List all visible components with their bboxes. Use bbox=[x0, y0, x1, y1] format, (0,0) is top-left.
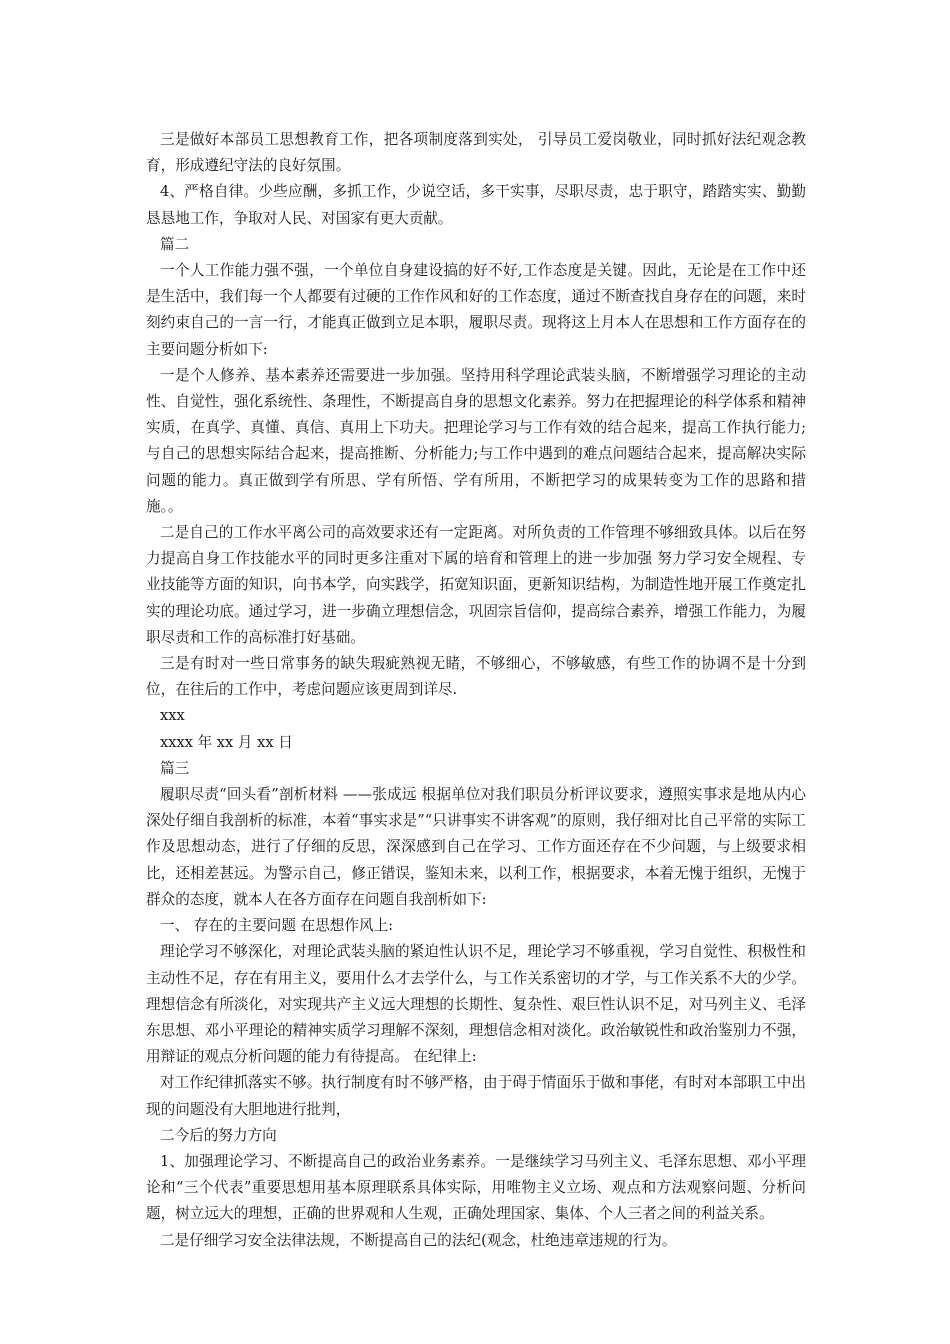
subheading-direction: 二今后的努力方向 bbox=[160, 1126, 277, 1144]
paragraph-8: 理论学习不够深化，对理论武装头脑的紧迫性认识不足，理论学习不够重视，学习自觉性、积极性和主动性不足，存在有用主义，要用什么才去学什么，与工作关系密切的才学，与工作关系不大的少学。理想信念有所淡化，对实现共产主义远大理想的长期性、复杂性、艰巨性认识不足，对马列主义、毛泽东思想、邓小平理论的精神实质学习理解不深刻，理想信念相对淡化。政治敏锐性和政治鉴别力不强，用辩证的观点分析问题的能力有待提高。 在纪律上: bbox=[146, 943, 806, 1066]
paragraph-10: 1、加强理论学习、不断提高自己的政治业务素养。一是继续学习马列主义、毛泽东思想、邓小平理论和“三个代表”重要思想用基本原理联系具体实际，用唯物主义立场、观点和方法观察问题、分析问题，树立远大的理想，正确的世界观和人生观，正确处理国家、集体、个人三者之间的利益关系。 bbox=[146, 1152, 806, 1223]
paragraph-4: 一是个人修养、基本素养还需要进一步加强。坚持用科学理论武装头脑，不断增强学习理论的主动性、自觉性，强化系统性、条理性，不断提高自身的思想文化素养。努力在把握理论的科学体系和精神实质，在真学、真懂、真信、真用上下功夫。把理论学习与工作有效的结合起来，提高工作执行能力;与自己的思想实际结合起来，提高推断、分析能力;与工作中遇到的难点问题结合起来，提高解决实际问题的能力。真正做到学有所思、学有所悟、学有所用，不断把学习的成果转变为工作的思路和措施。。 bbox=[146, 366, 806, 515]
signature-name: xxx bbox=[160, 707, 185, 725]
subheading-problems: 一、 存在的主要问题 在思想作风上: bbox=[160, 917, 394, 935]
paragraph-2: 4、严格自律。少些应酬，多抓工作，少说空话，多干实事，尽职尽责，忠于职守，踏踏实实、勤勤恳恳地工作，争取对人民、对国家有更大贡献。 bbox=[146, 183, 806, 227]
paragraph-3: 一个人工作能力强不强，一个单位自身建设搞的好不好,工作态度是关键。因此，无论是在工作中还是生活中，我们每一个人都要有过硬的工作作风和好的工作态度，通过不断查找自身存在的问题，来时刻约束自己的一言一行，才能真正做到立足本职，履职尽责。现将这上月本人在思想和工作方面存在的主要问题分析如下: bbox=[146, 262, 806, 358]
section-heading-2: 篇二 bbox=[160, 235, 190, 253]
signature-date: xxxx 年 xx 月 xx 日 bbox=[160, 733, 293, 751]
paragraph-11: 二是仔细学习安全法律法规，不断提高自己的法纪(观念，杜绝违章违规的行为。 bbox=[160, 1231, 677, 1249]
paragraph-5: 二是自己的工作水平离公司的高效要求还有一定距离。对所负责的工作管理不够细致具体。以后在努力提高自身工作技能水平的同时更多注重对下属的培育和管理上的进一步加强 努力学习安全规程、专业技能等方面的知识，向书本学，向实践学，拓宽知识面，更新知识结构，为制造性地开展工作奠定扎实的理论功底。通过学习，进一步确立理想信念，巩固宗旨信仰，提高综合素养，增强工作能力，为履职尽责和工作的高标准打好基础。 bbox=[146, 524, 806, 646]
paragraph-1: 三是做好本部员工思想教育工作，把各项制度落到实处， 引导员工爱岗敬业，同时抓好法纪观念教育，形成遵纪守法的良好氛围。 bbox=[146, 131, 806, 175]
document-body bbox=[146, 127, 806, 1254]
paragraph-7: 履职尽责“回头看”剖析材料 ——张成远 根据单位对我们职员分析评议要求，遵照实事求是地从内心深处仔细自我剖析的标准，本着“事实求是”“只讲事实不讲客观”的原则，我仔细对比自己平常的实际工作及思想动态，进行了仔细的反思，深深感到自己在学习、工作方面还存在不少问题，与上级要求相比，还相差甚远。为警示自己，修正错误，鉴知未来，以利工作，根据要求，本着无愧于组织，无愧于群众的态度，就本人在各方面存在问题自我剖析如下: bbox=[146, 786, 806, 908]
section-heading-3: 篇三 bbox=[160, 759, 190, 777]
paragraph-6: 三是有时对一些日常事务的缺失瑕疵熟视无睹，不够细心，不够敏感，有些工作的协调不是十分到位，在往后的工作中，考虑问题应该更周到详尽. bbox=[146, 655, 806, 699]
paragraph-9: 对工作纪律抓落实不够。执行制度有时不够严格，由于碍于情面乐于做和事佬，有时对本部职工中出现的问题没有大胆地进行批判， bbox=[146, 1074, 806, 1118]
